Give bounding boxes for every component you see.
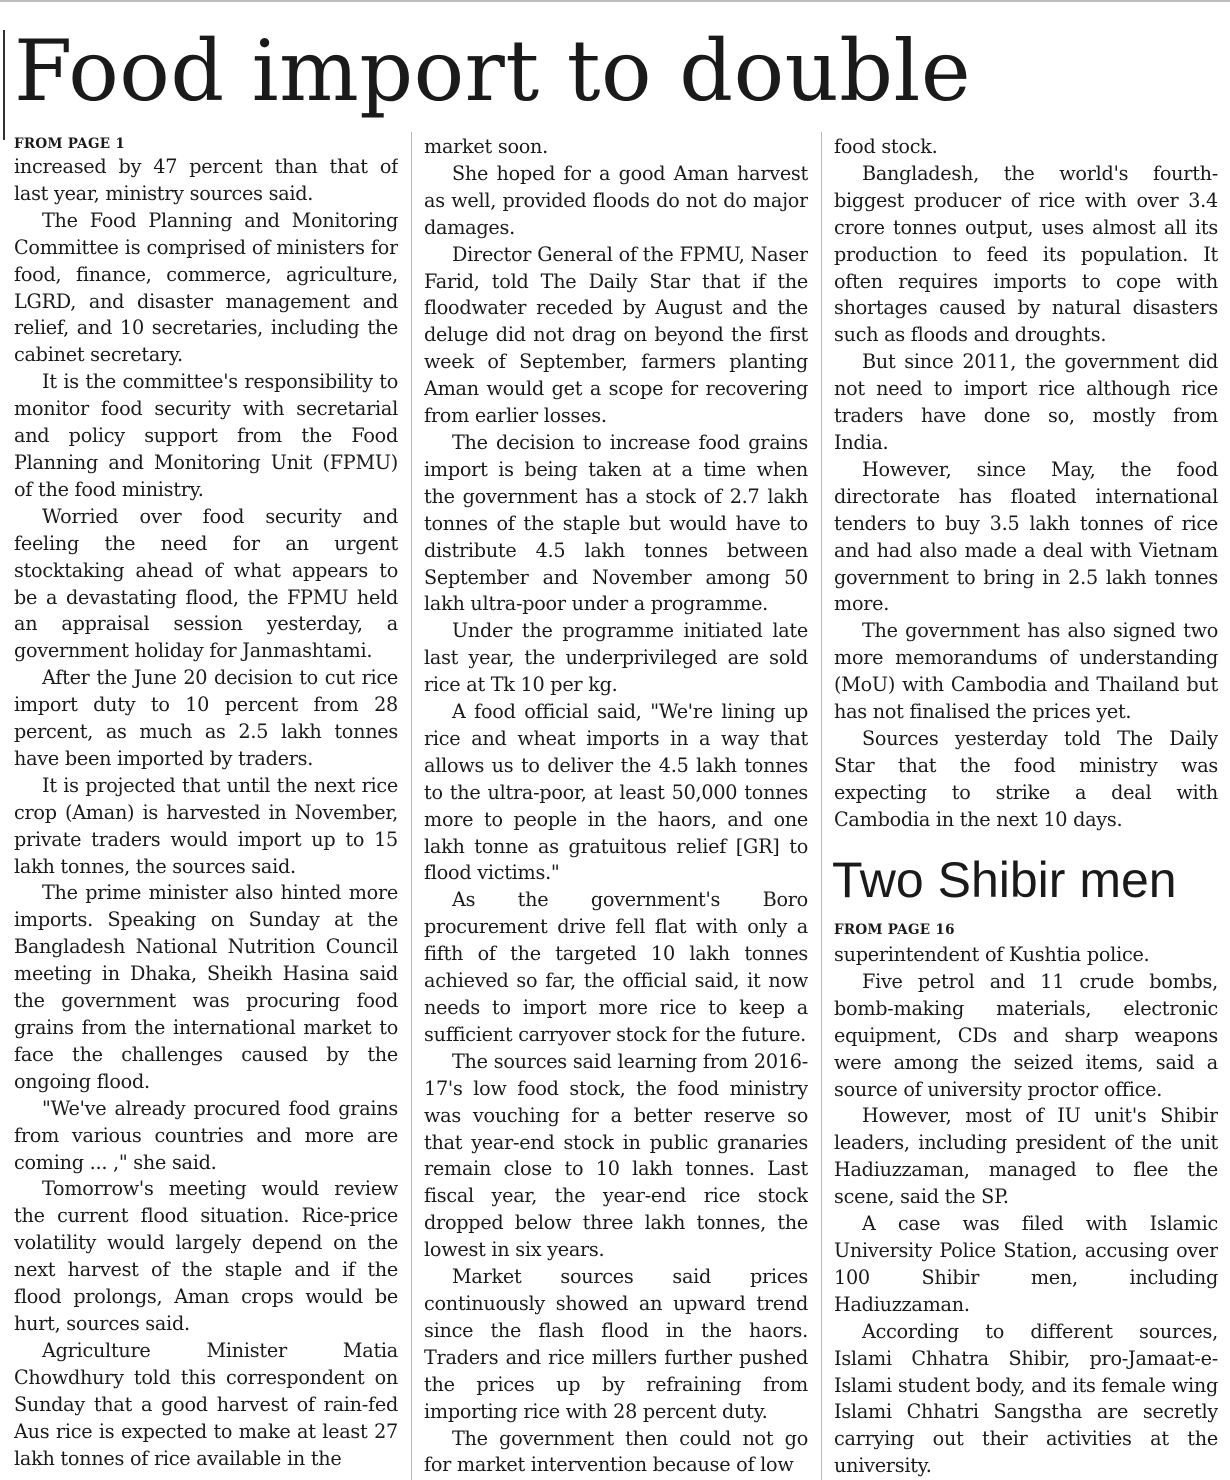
main-headline: Food import to double <box>14 22 972 120</box>
column-divider-1 <box>411 132 412 1480</box>
second-headline: Two Shibir men <box>832 852 1177 908</box>
paragraph: However, since May, the food directorate has floated international tenders to buy 3.5 lakh tonnes of rice and had also made a deal with Vietnam government to bring in 2.5 lakh tonnes more. <box>834 457 1218 616</box>
paragraph: It is the committee's responsibility to monitor food security with secretarial and policy support from the Food Planning and Monitoring Unit (FPMU) of the food ministry. <box>14 370 398 501</box>
paragraph: A food official said, "We're lining up rice and wheat imports in a way that allows us to deliver the 4.5 lakh tonnes to the ultra-poor, at least 50,000 tonnes more to people in the haors, and one lakh tonne as gratuitous relief [GR] to flood victims." <box>424 700 808 885</box>
top-rule <box>0 0 1230 2</box>
paragraph: The government then could not go for market intervention because of low <box>424 1426 808 1477</box>
main-story-column-1 <box>14 134 398 1480</box>
paragraph: But since 2011, the government did not need to import rice although rice traders have done so, mostly from India. <box>834 350 1218 454</box>
paragraph: Worried over food security and feeling the need for an urgent stocktaking ahead of what appears to be a devastating flood, the FPMU held an appraisal session yesterday, a government holiday for Janmashtami. <box>14 504 398 663</box>
paragraph: The sources said learning from 2016-17's low food stock, the food ministry was vouching for a better reserve so that year-end stock in public granaries remain close to 10 lakh tonnes. Last fiscal year, the year-end rice stock dropped below three lakh tonnes, the lowest in six years. <box>424 1049 808 1262</box>
paragraph: After the June 20 decision to cut rice import duty to 10 percent from 28 percent, as much as 2.5 lakh tonnes have been imported by traders. <box>14 666 398 770</box>
paragraph: Tomorrow's meeting would review the current flood situation. Rice-price volatility would largely depend on the next harvest of the staple and if the flood prolongs, Aman crops would be hurt, sources said. <box>14 1177 398 1335</box>
column-divider-2 <box>821 132 822 1480</box>
main-story-column-3 <box>834 134 1218 834</box>
paragraph: superintendent of Kushtia police. <box>834 943 1150 966</box>
paragraph: Director General of the FPMU, Naser Farid, told The Daily Star that if the floodwater receded by August and the deluge did not drag on beyond the first week of September, farmers planting Aman would get a scope for recovering from earlier losses. <box>424 242 808 428</box>
paragraph: A case was filed with Islamic University Police Station, accusing over 100 Shibir men, including Hadiuzzaman. <box>834 1212 1218 1316</box>
paragraph: Sources yesterday told The Daily Star that the food ministry was expecting to strike a deal with Cambodia in the next 10 days. <box>834 726 1218 831</box>
paragraph: Five petrol and 11 crude bombs, bomb-making materials, electronic equipment, CDs and sharp weapons were among the seized items, said a source of university proctor office. <box>834 969 1218 1101</box>
paragraph: The prime minister also hinted more imports. Speaking on Sunday at the Bangladesh National Nutrition Council meeting in Dhaka, Sheikh Hasina said the government was procuring food grains from the international market to face the challenges caused by the ongoing flood. <box>14 881 398 1093</box>
paragraph: The Food Planning and Monitoring Committee is comprised of ministers for food, finance, commerce, agriculture, LGRD, and disaster management and relief, and 10 secretaries, including the cabinet secretary. <box>14 208 398 367</box>
main-story-column-2 <box>424 134 808 1480</box>
paragraph: food stock. <box>834 135 938 158</box>
paragraph: The government has also signed two more memorandums of understanding (MoU) with Cambodia and Thailand but has not finalised the prices yet. <box>834 619 1218 724</box>
paragraph: The decision to increase food grains import is being taken at a time when the government has a stock of 2.7 lakh tonnes of the staple but would have to distribute 4.5 lakh tonnes between September and November among 50 lakh ultra-poor under a programme. <box>424 430 808 616</box>
headline-side-rule <box>3 30 5 140</box>
paragraph: She hoped for a good Aman harvest as well, provided floods do not do major damages. <box>424 161 808 239</box>
paragraph: It is projected that until the next rice crop (Aman) is harvested in November, private traders would import up to 15 lakh tonnes, the sources said. <box>14 773 398 878</box>
paragraph: Agriculture Minister Matia Chowdhury told this correspondent on Sunday that a good harvest of rain-fed Aus rice is expected to make at least 27 lakh tonnes of rice available in the <box>14 1338 398 1470</box>
jump-label: FROM PAGE 1 <box>14 136 126 152</box>
paragraph: Under the programme initiated late last year, the underprivileged are sold rice at Tk 10 per kg. <box>424 619 808 697</box>
paragraph: "We've already procured food grains from various countries and more are coming ... ," she said. <box>14 1096 398 1174</box>
paragraph: Market sources said prices continuously showed an upward trend since the flash flood in the haors. Traders and rice millers further pushed the prices up by refraining from importing rice with 28 percent duty. <box>424 1265 808 1423</box>
second-story-column <box>834 920 1218 1480</box>
paragraph: As the government's Boro procurement drive fell flat with only a fifth of the targeted 10 lakh tonnes achieved so far, the official said, it now needs to import more rice to keep a sufficient carryover stock for the future. <box>424 888 808 1046</box>
paragraph: Bangladesh, the world's fourth-biggest producer of rice with over 3.4 crore tonnes output, uses almost all its production to feed its population. It often requires imports to cope with shortages caused by natural disasters such as floods and droughts. <box>834 161 1218 347</box>
paragraph: increased by 47 percent than that of last year, ministry sources said. <box>14 155 398 205</box>
paragraph: market soon. <box>424 135 549 158</box>
jump-label: FROM PAGE 16 <box>834 922 955 938</box>
paragraph: However, most of IU unit's Shibir leaders, including president of the unit Hadiuzzaman, managed to flee the scene, said the SP. <box>834 1104 1218 1209</box>
paragraph: According to different sources, Islami Chhatra Shibir, pro-Jamaat-e-Islami student body, and its female wing Islami Chhatri Sangstha are secretly carrying out their activities at the university. <box>834 1319 1218 1478</box>
